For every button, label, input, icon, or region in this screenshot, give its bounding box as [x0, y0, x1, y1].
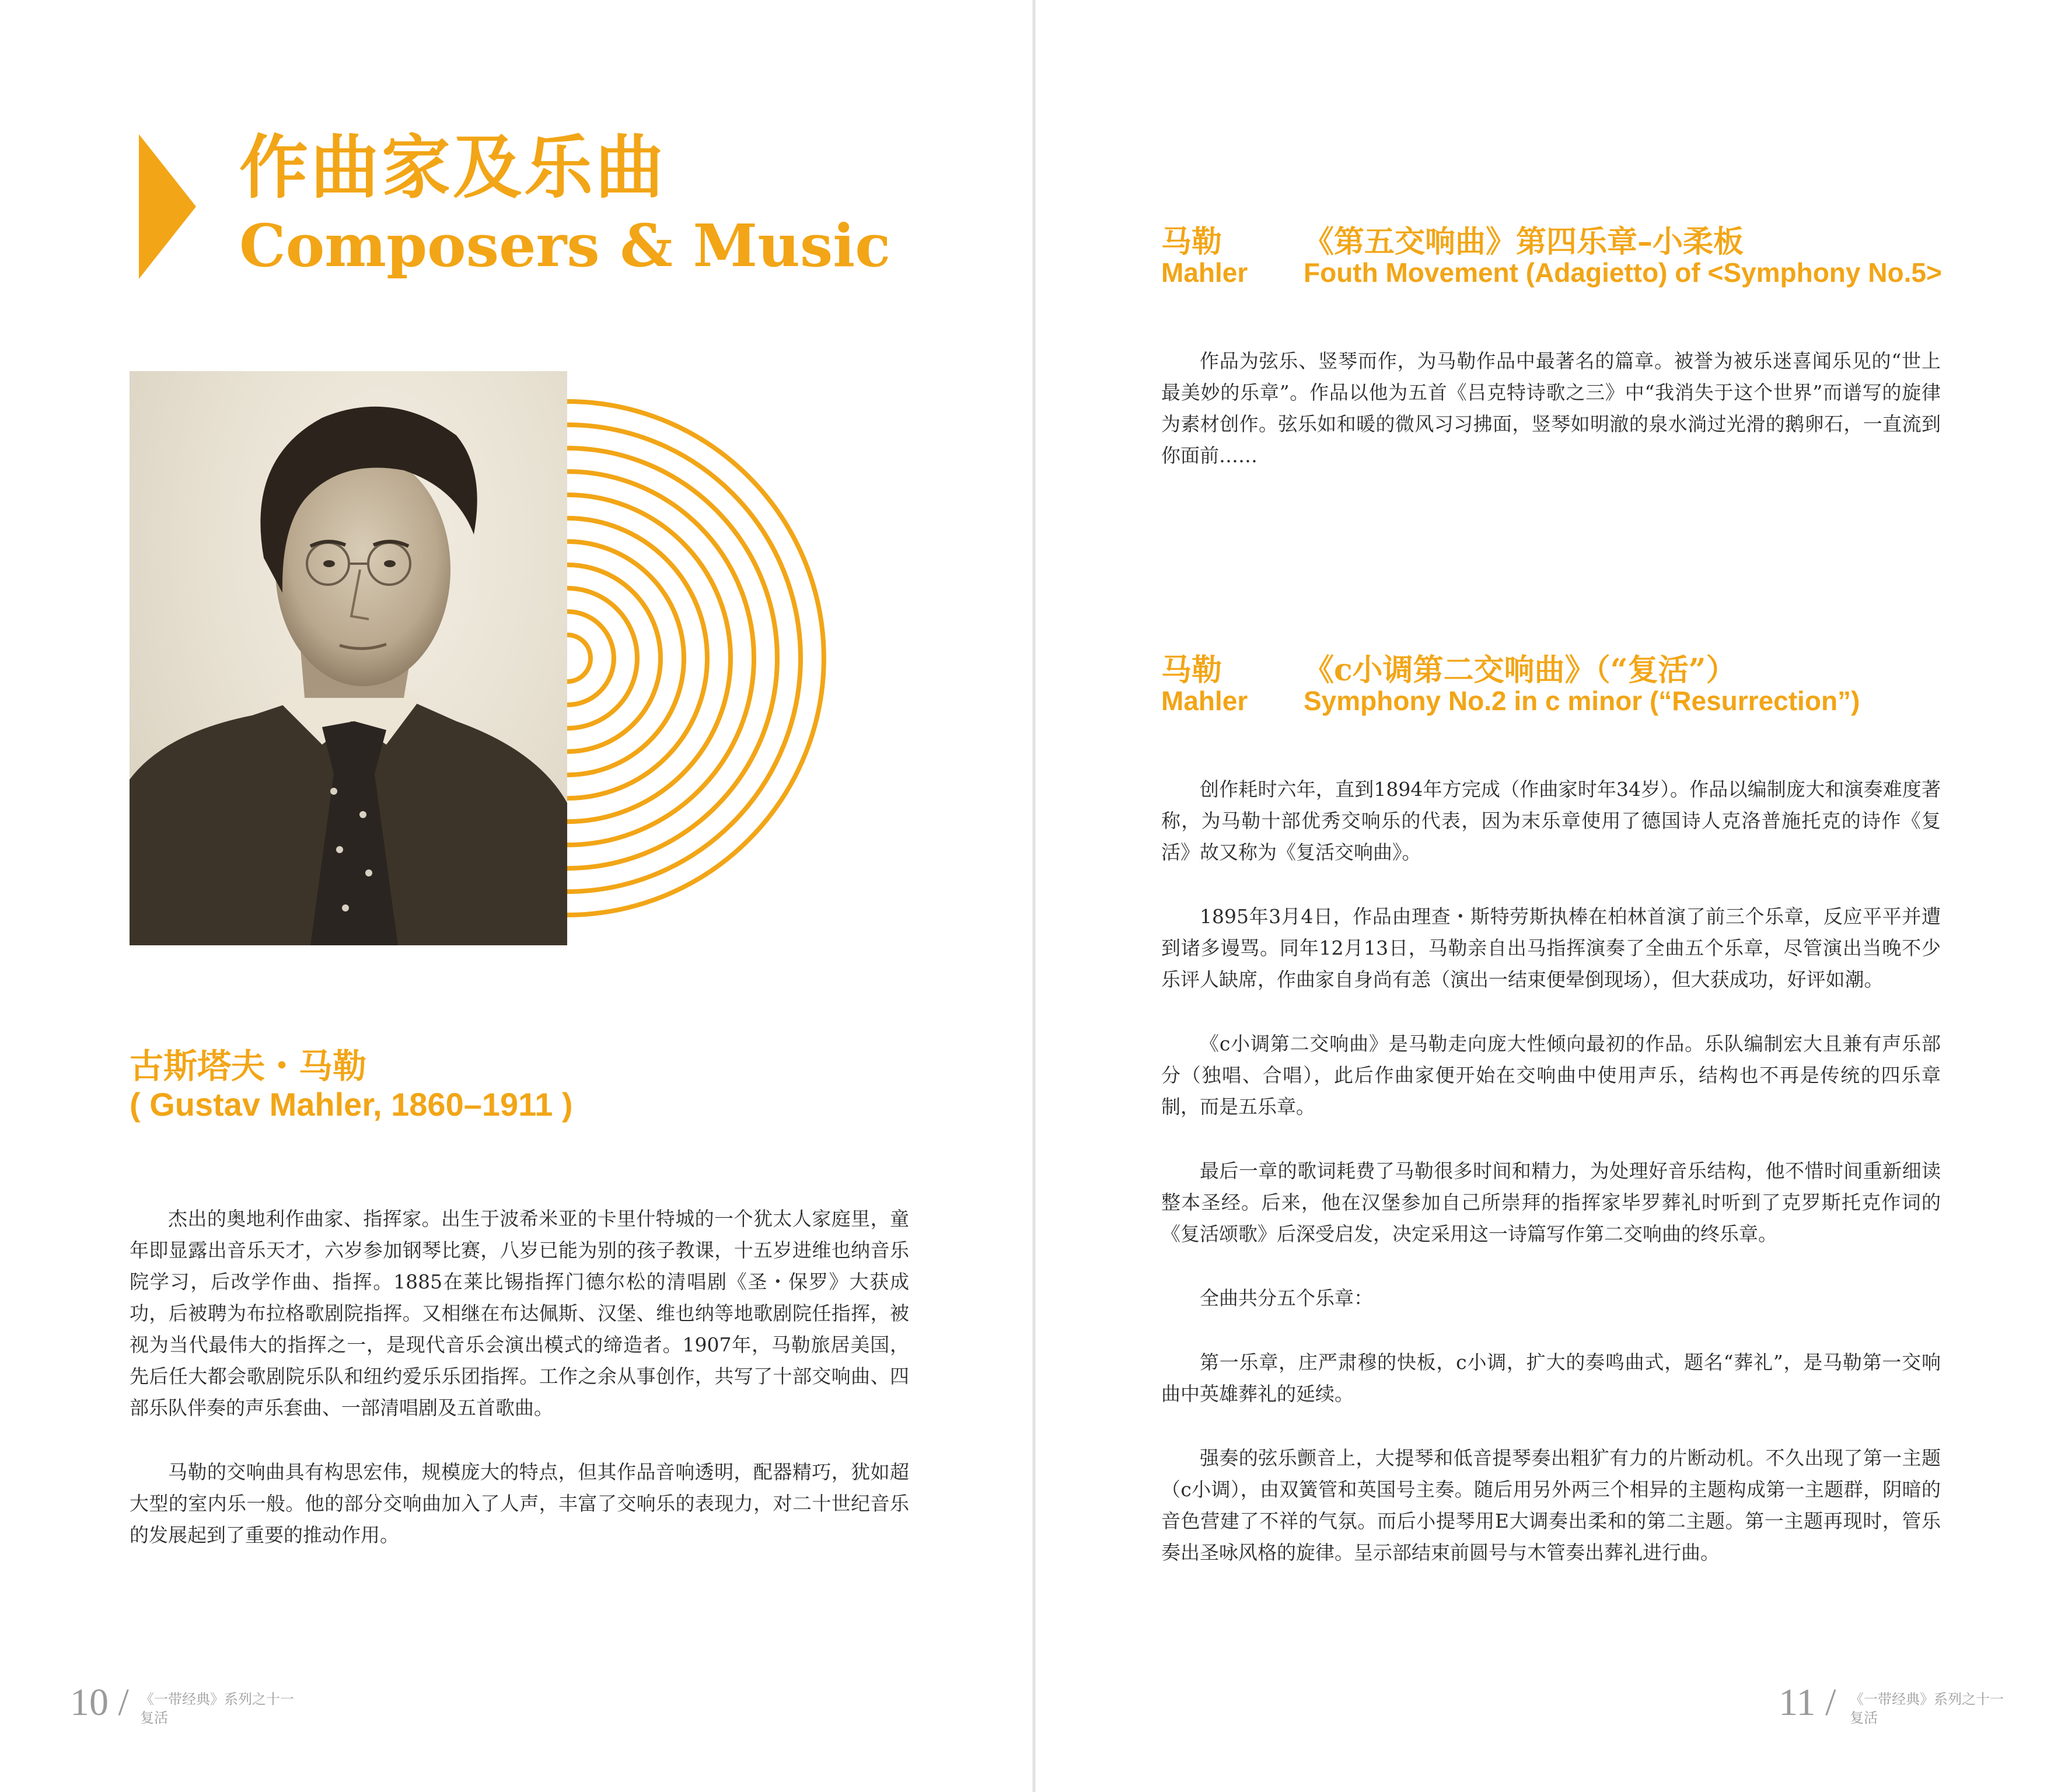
series-caption [1850, 1690, 2004, 1727]
work1-description [1161, 345, 1941, 504]
bio-paragraph: 马勒的交响曲具有构思宏伟，规模庞大的特点，但其作品音响透明，配器精巧，犹如超大型的室内乐一般。他的部分交响曲加入了人声，丰富了交响乐的表现力，对二十世纪音乐的发展起到了重要的推动作用。 [130, 1461, 909, 1546]
work2-paragraph: 第一乐章，庄严肃穆的快板，c小调，扩大的奏鸣曲式，题名“葬礼”，是马勒第一交响曲中英雄葬礼的延续。 [1161, 1351, 1941, 1405]
bio-paragraph: 杰出的奥地利作曲家、指挥家。出生于波希米亚的卡里什特城的一个犹太人家庭里，童年即显露出音乐天才，六岁参加钢琴比赛，八岁已能为别的孩子教课，十五岁进维也纳音乐院学习，后改学作曲、指挥。1885在莱比锡指挥门德尔松的清唱剧《圣・保罗》大获成功，后被聘为布拉格歌剧院指挥。又相继在布达佩斯、汉堡、维也纳等地歌剧院任指挥，被视为当代最伟大的指挥之一，是现代音乐会演出模式的缔造者。1907年，马勒旅居美国，先后任大都会歌剧院乐队和纽约爱乐乐团指挥。工作之余从事创作，共写了十部交响曲、四部乐队伴奏的声乐套曲、一部清唱剧及五首歌曲。 [130, 1207, 909, 1419]
section-heading-cn: 作曲家及乐曲 [239, 127, 667, 208]
work2-paragraph: 最后一章的歌词耗费了马勒很多时间和精力，为处理好音乐结构，他不惜时间重新细读整本圣经。后来，他在汉堡参加自己所崇拜的指挥家毕罗葬礼时听到了克罗斯托克作词的《复活颂歌》后深受启发，决定采用这一诗篇写作第二交响曲的终乐章。 [1161, 1159, 1941, 1245]
composer-name-cn: 古斯塔夫・马勒 [130, 1046, 367, 1086]
work1-title-en: Fouth Movement (Adagietto) of <Symphony No.5> [1304, 257, 1942, 288]
work2-heading-cn [1161, 645, 1737, 689]
work2-paragraph: 《c小调第二交响曲》是马勒走向庞大性倾向最初的作品。乐队编制宏大且兼有声乐部分（独唱、合唱），此后作曲家便开始在交响曲中使用声乐，结构也不再是传统的四乐章制，而是五乐章。 [1161, 1032, 1941, 1118]
series-subtitle: 复活 [140, 1710, 168, 1726]
work2-composer-cn: 马勒 [1161, 652, 1222, 688]
work2-paragraph: 1895年3月4日，作品由理查・斯特劳斯执棒在柏林首演了前三个乐章，反应平平并遭到诸多谩骂。同年12月13日，马勒亲自出马指挥演奏了全曲五个乐章，尽管演出当晚不少乐评人缺席，作曲家自身尚有恙（演出一结束便晕倒现场），但大获成功，好评如潮。 [1161, 905, 1941, 991]
page-number: 11 / [1779, 1681, 1836, 1724]
composer-name-en: ( Gustav Mahler, 1860–1911 ) [130, 1086, 573, 1123]
work2-title-cn: 《c小调第二交响曲》（“复活”） [1304, 652, 1737, 688]
work2-description [1161, 774, 1941, 1601]
work2-composer-en: Mahler [1161, 686, 1248, 716]
work1-heading-en [1161, 257, 1942, 288]
work1-composer-en: Mahler [1161, 257, 1248, 288]
work2-paragraph: 全曲共分五个乐章： [1200, 1287, 1373, 1309]
work1-title-cn: 《第五交响曲》第四乐章–小柔板 [1304, 224, 1744, 260]
page-number: 10 / [70, 1681, 129, 1724]
work2-paragraph: 强奏的弦乐颤音上，大提琴和低音提琴奏出粗犷有力的片断动机。不久出现了第一主题（c小调），由双簧管和英国号主奏。随后用另外两三个相异的主题构成第一主题群，阴暗的音色营建了不祥的气氛。而后小提琴用E大调奏出柔和的第二主题。第一主题再现时，管乐奏出圣咏风格的旋律。呈示部结束前圆号与木管奏出葬礼进行曲。 [1161, 1447, 1941, 1564]
series-title: 《一带经典》系列之十一 [140, 1691, 294, 1707]
work1-composer-cn: 马勒 [1161, 224, 1222, 260]
work1-paragraph: 作品为弦乐、竖琴而作，为马勒作品中最著名的篇章。被誉为被乐迷喜闻乐见的“世上最美妙的乐章”。作品以他为五首《吕克特诗歌之三》中“我消失于这个世界”而谱写的旋律为素材创作。弦乐如和暖的微风习习拂面，竖琴如明澈的泉水淌过光滑的鹅卵石，一直流到你面前…… [1161, 350, 1941, 467]
work1-heading-cn [1161, 217, 1744, 261]
section-heading-en: Composers & Music [239, 211, 891, 280]
series-title: 《一带经典》系列之十一 [1850, 1691, 2004, 1707]
work2-paragraph: 创作耗时六年，直到1894年方完成（作曲家时年34岁）。作品以编制庞大和演奏难度著称，为马勒十部优秀交响乐的代表，因为末乐章使用了德国诗人克洛普施托克的诗作《复活》故又称为《复活交响曲》。 [1161, 778, 1941, 864]
series-subtitle: 复活 [1850, 1710, 1878, 1726]
work2-heading-en [1161, 685, 1860, 717]
work2-title-en: Symphony No.2 in c minor (“Resurrection”) [1304, 686, 1860, 716]
